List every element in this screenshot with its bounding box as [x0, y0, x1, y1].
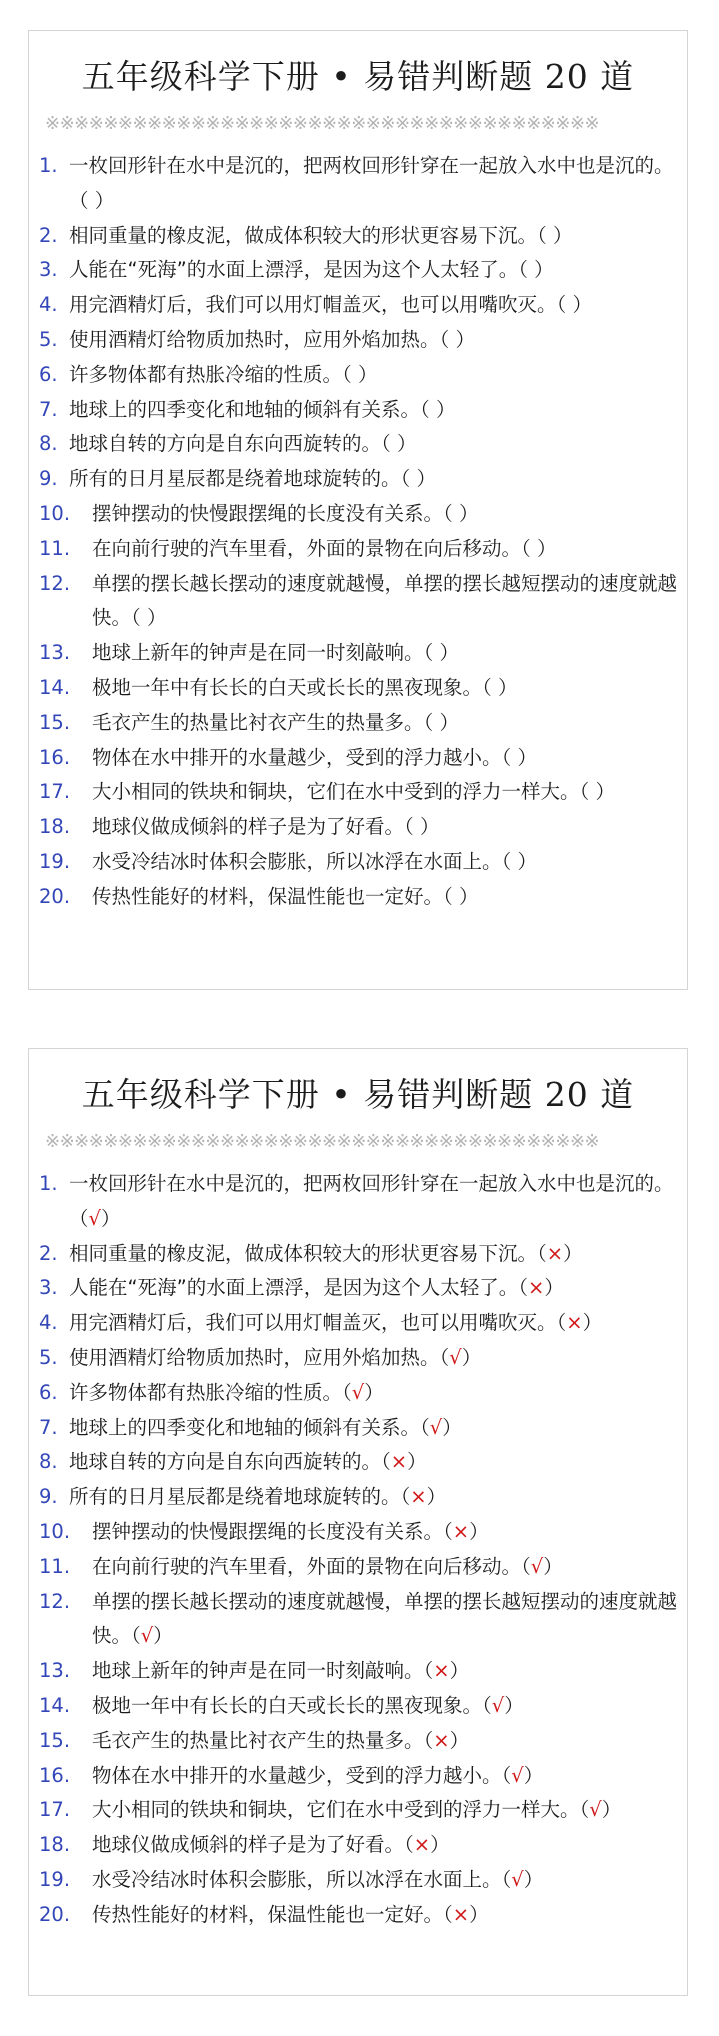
question-number: 18. [39, 815, 71, 839]
blank-question-list [39, 149, 679, 915]
answer-mark: （√） [501, 1763, 544, 1787]
question-number: 14. [39, 675, 71, 699]
question-item [39, 775, 679, 810]
answer-mark: （√） [521, 1554, 563, 1578]
question-number: 4. [39, 293, 58, 317]
question-number: 8. [39, 1450, 58, 1474]
answer-blank: （ ） [537, 223, 573, 247]
answer-blank: （ ） [443, 501, 479, 525]
answer-mark: （×） [443, 1519, 489, 1543]
answer-blank: （ ） [423, 710, 459, 734]
question-text: 地球自转的方向是自东向西旋转的。 [69, 1450, 382, 1474]
question-text: 地球上的四季变化和地轴的倾斜有关系。 [69, 397, 421, 421]
question-item [39, 636, 679, 671]
question-number: 3. [39, 1276, 58, 1300]
answer-mark: （×） [556, 1311, 603, 1335]
question-text: 极地一年中有长长的白天或长长的黑夜现象。 [92, 675, 483, 699]
blank-card-title: 五年级科学下册 • 易错判断题 20 道 [81, 57, 635, 96]
answer-blank: （ ） [518, 258, 554, 282]
question-number: 13. [39, 641, 71, 665]
answer-mark: （√） [69, 1206, 121, 1230]
question-number: 19. [39, 1867, 71, 1891]
question-item [39, 1585, 679, 1655]
answer-blank: （ ） [69, 188, 115, 212]
answer-blank: （ ） [381, 432, 417, 456]
cross-mark: × [413, 1833, 431, 1857]
question-text: 大小相同的铁块和铜块，它们在水中受到的浮力一样大。 [92, 1798, 580, 1822]
question-item [39, 393, 679, 428]
answer-blank: （ ） [423, 641, 459, 665]
question-number: 15. [39, 710, 71, 734]
question-item [39, 1793, 679, 1828]
question-text: 摆钟摆动的快慢跟摆绳的长度没有关系。 [92, 1519, 444, 1543]
question-item [39, 149, 679, 219]
answer-blank: （ ） [131, 606, 167, 630]
question-number: 13. [39, 1659, 71, 1683]
answer-mark: （×） [518, 1276, 564, 1300]
question-text: 大小相同的铁块和铜块，它们在水中受到的浮力一样大。 [92, 780, 580, 804]
question-item [39, 1689, 679, 1724]
decorative-divider: ※※※※※※※※※※※※※※※※※※※※※※※※※※※※※※※※※※※※※※ [45, 113, 600, 134]
answer-mark: （√） [131, 1624, 173, 1648]
cross-mark: × [527, 1276, 545, 1300]
answer-mark: （√） [420, 1415, 462, 1439]
answer-blank: （ ） [501, 745, 537, 769]
answer-mark: （√） [342, 1380, 384, 1404]
answer-card [28, 1048, 688, 1996]
answer-blank: （ ） [443, 884, 479, 908]
question-text: 水受冷结冰时体积会膨胀，所以冰浮在水面上。 [92, 849, 502, 873]
question-number: 9. [39, 467, 58, 491]
answer-mark: （√） [501, 1867, 544, 1891]
check-mark: √ [530, 1554, 544, 1578]
question-number: 14. [39, 1693, 71, 1717]
question-number: 7. [39, 1415, 58, 1439]
cross-mark: × [452, 1519, 470, 1543]
question-item [39, 1376, 679, 1411]
answer-blank: （ ） [579, 780, 615, 804]
question-text: 相同重量的橡皮泥，做成体积较大的形状更容易下沉。 [69, 223, 538, 247]
question-number: 16. [39, 1763, 71, 1787]
question-item [39, 1237, 679, 1272]
question-text: 水受冷结冰时体积会膨胀，所以冰浮在水面上。 [92, 1867, 502, 1891]
question-number: 1. [39, 154, 58, 177]
question-item [39, 497, 679, 532]
question-item [39, 810, 679, 845]
question-item [39, 1759, 679, 1794]
question-item [39, 567, 679, 637]
question-number: 5. [39, 327, 58, 351]
answer-mark: （√） [439, 1345, 482, 1369]
answer-mark: （√） [579, 1798, 622, 1822]
question-number: 17. [39, 1798, 71, 1822]
question-text: 一枚回形针在水中是沉的，把两枚回形针穿在一起放入水中也是沉的。 [69, 154, 674, 177]
question-item [39, 706, 679, 741]
answer-mark: （×） [381, 1450, 427, 1474]
question-item [39, 671, 679, 706]
answer-mark: （×） [423, 1728, 470, 1752]
question-text: 地球上的四季变化和地轴的倾斜有关系。 [69, 1415, 421, 1439]
answer-mark: （×） [537, 1241, 583, 1265]
question-item [39, 1341, 679, 1376]
check-mark: √ [88, 1206, 101, 1230]
question-text: 地球自转的方向是自东向西旋转的。 [69, 432, 382, 456]
answer-blank: （ ） [482, 675, 518, 699]
answer-blank: （ ） [521, 536, 557, 560]
question-number: 2. [39, 1241, 58, 1265]
question-text: 相同重量的橡皮泥，做成体积较大的形状更容易下沉。 [69, 1241, 538, 1265]
answer-blank: （ ） [501, 849, 537, 873]
question-item [39, 1724, 679, 1759]
question-number: 20. [39, 884, 71, 908]
question-item [39, 1167, 679, 1237]
question-item [39, 219, 679, 254]
cross-mark: × [546, 1241, 564, 1265]
question-text: 许多物体都有热胀冷缩的性质。 [69, 362, 343, 386]
decorative-divider: ※※※※※※※※※※※※※※※※※※※※※※※※※※※※※※※※※※※※※※ [45, 1131, 600, 1152]
question-item [39, 358, 679, 393]
question-number: 10. [39, 501, 71, 525]
answer-mark: （×） [404, 1833, 450, 1857]
question-text: 用完酒精灯后，我们可以用灯帽盖灭，也可以用嘴吹灭。 [69, 293, 557, 317]
question-item [39, 1306, 679, 1341]
question-item [39, 1515, 679, 1550]
question-item [39, 462, 679, 497]
question-number: 10. [39, 1519, 71, 1543]
question-item [39, 323, 679, 358]
question-text: 传热性能好的材料，保温性能也一定好。 [92, 1902, 444, 1926]
answer-card-title: 五年级科学下册 • 易错判断题 20 道 [81, 1075, 635, 1114]
answer-blank: （ ） [342, 362, 378, 386]
answer-question-list [39, 1167, 679, 1933]
answer-blank: （ ） [400, 467, 436, 491]
question-text: 传热性能好的材料，保温性能也一定好。 [92, 884, 444, 908]
question-text: 物体在水中排开的水量越少，受到的浮力越小。 [92, 745, 502, 769]
answer-blank: （ ） [420, 397, 456, 421]
question-text: 物体在水中排开的水量越少，受到的浮力越小。 [92, 1763, 502, 1787]
cross-mark: × [410, 1485, 427, 1509]
question-text: 极地一年中有长长的白天或长长的黑夜现象。 [92, 1693, 483, 1717]
question-number: 6. [39, 1380, 58, 1404]
question-text: 人能在“死海”的水面上漂浮，是因为这个人太轻了。 [69, 1276, 519, 1300]
question-number: 4. [39, 1311, 58, 1335]
question-number: 11. [39, 1554, 71, 1578]
question-item [39, 1445, 679, 1480]
question-number: 8. [39, 432, 58, 456]
question-text: 地球仪做成倾斜的样子是为了好看。 [92, 815, 405, 839]
cross-mark: × [390, 1450, 408, 1474]
question-text: 毛衣产生的热量比衬衣产生的热量多。 [92, 710, 424, 734]
question-text: 地球上新年的钟声是在同一时刻敲响。 [92, 641, 424, 665]
question-text: 摆钟摆动的快慢跟摆绳的长度没有关系。 [92, 501, 444, 525]
question-text: 使用酒精灯给物质加热时，应用外焰加热。 [69, 327, 440, 351]
question-item [39, 1480, 679, 1515]
question-item [39, 1654, 679, 1689]
question-item [39, 845, 679, 880]
answer-mark: （×） [443, 1902, 489, 1926]
question-item [39, 1550, 679, 1585]
answer-mark: （√） [482, 1693, 524, 1717]
question-number: 3. [39, 258, 58, 282]
question-item [39, 532, 679, 567]
question-number: 6. [39, 362, 58, 386]
cross-mark: × [433, 1728, 450, 1752]
check-mark: √ [140, 1624, 154, 1648]
question-number: 18. [39, 1833, 71, 1857]
answer-blank: （ ） [556, 293, 592, 317]
question-number: 17. [39, 780, 71, 804]
answer-blank: （ ） [404, 815, 440, 839]
check-mark: √ [429, 1415, 443, 1439]
question-item [39, 1271, 679, 1306]
question-text: 所有的日月星辰都是绕着地球旋转的。 [69, 467, 401, 491]
blank-question-card [28, 30, 688, 990]
question-number: 16. [39, 745, 71, 769]
question-number: 11. [39, 536, 71, 560]
question-text: 用完酒精灯后，我们可以用灯帽盖灭，也可以用嘴吹灭。 [69, 1311, 557, 1335]
question-number: 2. [39, 223, 58, 247]
check-mark: √ [511, 1867, 524, 1891]
question-item [39, 253, 679, 288]
question-text: 地球仪做成倾斜的样子是为了好看。 [92, 1833, 405, 1857]
question-text: 一枚回形针在水中是沉的，把两枚回形针穿在一起放入水中也是沉的。 [69, 1172, 674, 1195]
check-mark: √ [449, 1345, 462, 1369]
question-text: 许多物体都有热胀冷缩的性质。 [69, 1380, 343, 1404]
question-text: 地球上新年的钟声是在同一时刻敲响。 [92, 1659, 424, 1683]
question-number: 19. [39, 849, 71, 873]
question-item [39, 1411, 679, 1446]
question-number: 12. [39, 571, 71, 595]
answer-blank: （ ） [439, 327, 475, 351]
question-item [39, 427, 679, 462]
question-text: 所有的日月星辰都是绕着地球旋转的。 [69, 1485, 401, 1509]
question-text: 毛衣产生的热量比衬衣产生的热量多。 [92, 1728, 424, 1752]
cross-mark: × [452, 1902, 470, 1926]
question-text: 单摆的摆长越长摆动的速度就越慢，单摆的摆长越短摆动的速度就越快。 [92, 1589, 678, 1648]
cross-mark: × [566, 1311, 583, 1335]
check-mark: √ [491, 1693, 505, 1717]
question-item [39, 741, 679, 776]
question-text: 人能在“死海”的水面上漂浮，是因为这个人太轻了。 [69, 258, 519, 282]
question-number: 7. [39, 397, 58, 421]
question-item [39, 880, 679, 915]
question-item [39, 1898, 679, 1933]
question-number: 9. [39, 1485, 58, 1509]
check-mark: √ [511, 1763, 524, 1787]
answer-mark: （×） [423, 1659, 470, 1683]
check-mark: √ [351, 1380, 365, 1404]
question-item [39, 288, 679, 323]
cross-mark: × [433, 1659, 450, 1683]
question-number: 20. [39, 1902, 71, 1926]
question-number: 5. [39, 1345, 58, 1369]
question-text: 单摆的摆长越长摆动的速度就越慢，单摆的摆长越短摆动的速度就越快。 [92, 571, 678, 630]
question-item [39, 1828, 679, 1863]
question-number: 1. [39, 1172, 58, 1195]
question-text: 在向前行驶的汽车里看，外面的景物在向后移动。 [92, 1554, 522, 1578]
question-number: 15. [39, 1728, 71, 1752]
question-text: 在向前行驶的汽车里看，外面的景物在向后移动。 [92, 536, 522, 560]
question-text: 使用酒精灯给物质加热时，应用外焰加热。 [69, 1345, 440, 1369]
question-number: 12. [39, 1589, 71, 1613]
check-mark: √ [589, 1798, 602, 1822]
question-item [39, 1863, 679, 1898]
answer-mark: （×） [400, 1485, 447, 1509]
